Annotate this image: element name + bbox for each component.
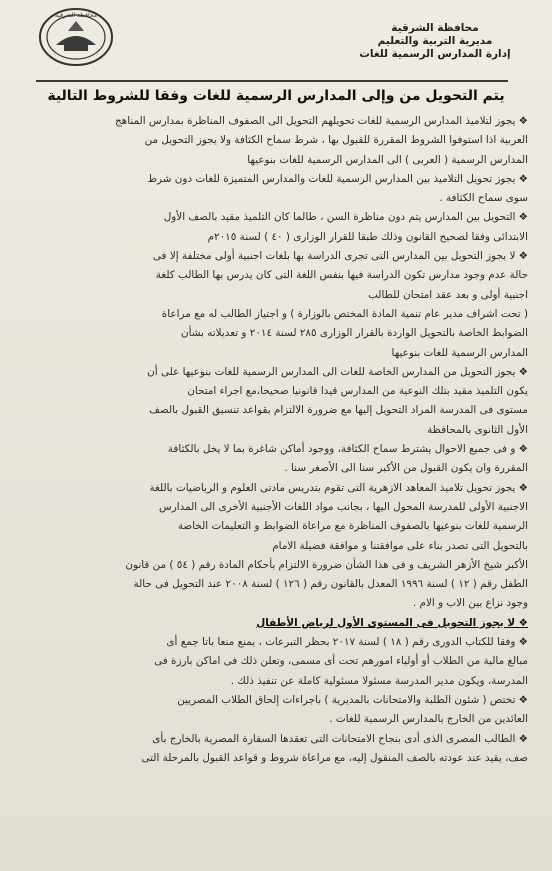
- text-line: ❖ تختص ( شئون الطلبة والامتحانات بالمديرية ) باجراءات إلحاق الطلاب المصريين: [177, 693, 528, 706]
- text-line: وجود نزاع بين الاب و الام .: [412, 597, 528, 610]
- directorate-logo: [38, 7, 114, 67]
- text-line: الأكبر شيخ الأزهر الشريف و فى هذا الشأن ضرورة الالتزام بأحكام المادة رقم ( ٥٤ ) من قانون: [125, 558, 528, 571]
- text-line: ❖ يجوز لتلاميذ المدارس الرسمية للغات تحويلهم التحويل الى الصفوف المناظرة بمدارس المناهج: [115, 115, 528, 127]
- text-line: ❖ يجوز تحويل تلاميذ المعاهد الازهرية التى تقوم بتدريس مادتى العلوم و الرياضيات باللغة: [149, 481, 528, 494]
- text-line: ❖ التحويل بين المدارس يتم دون مناظرة السن ، طالما كان التلميذ مقيد بالصف الأول: [163, 211, 528, 224]
- text-line: ( تحت اشراف مدير عام تنمية المادة المختص بالوزارة ) و اجتياز الطالب له مع مراعاة: [161, 307, 528, 320]
- text-line: العائدين من الخارج بالمدارس الرسمية للغات .: [329, 713, 528, 726]
- text-line: ❖ لا يجوز التحويل بين المدارس التى تجرى الدراسة بها بلغات اجنبية أولى مختلفة إلا فى: [152, 250, 528, 263]
- text-line: الأول الثانوى بالمحافظة: [427, 423, 528, 436]
- directorate-name: مديرية التربية والتعليم: [377, 35, 493, 47]
- page-title: يتم التحويل من وإلى المدارس الرسمية للغات وفقا للشروط التالية: [47, 88, 505, 104]
- text-line: الرسمية للغات بنوعيها بالصفوف المناظرة مع مراعاة الضوابط و التعليمات الخاصة: [177, 520, 528, 533]
- text-line: العربية اذا استوفوا الشروط المقررة للقبول بها ، شرط سماح الكثافة ولا يجوز التحويل من: [144, 134, 528, 147]
- text-line: مستوى فى المدرسة المراد التحويل إليها مع ضرورة الالتزام بقواعد تنسيق القبول بالصف: [149, 404, 528, 417]
- text-line: ❖ و فى جميع الاحوال يشترط سماح الكثافة، ووجود أماكن شاغرة بما لا يخل بالكثافة: [167, 443, 528, 456]
- text-line: ❖ لا يجوز التحويل فى المستوى الأول لرياض الأطفال: [256, 616, 528, 629]
- text-line: الطفل رقم ( ١٢ ) لسنة ١٩٩٦ المعدل بالقانون رقم ( ١٢٦ ) لسنة ٢٠٠٨ عند التحويل فى حالة: [133, 578, 528, 591]
- document-body: [14, 112, 528, 768]
- text-line: المقررة وان يكون القبول من الأكبر سنا الى الأصغر سنا .: [284, 462, 528, 475]
- text-line: الابتدائى وفقا لصحيح القانون وذلك طبقا للقرار الوزارى ( ٤٠ ) لسنة ٢٠١٥م: [207, 230, 528, 243]
- department-name: إدارة المدارس الرسمية للغات: [359, 48, 511, 60]
- text-line: بالتحويل التى تصدر بناء على موافقتنا و موافقة فضيلة الامام: [272, 539, 528, 552]
- text-line: ❖ يجوز التحويل من المدارس الخاصة للغات الى المدارس الرسمية للغات بنوعيها على أن: [147, 365, 528, 378]
- text-line: حالة عدم وجود مدارس تكون الدراسة فيها بنفس اللغة التى كان يدرس بها الطالب كلغة: [155, 269, 528, 282]
- svg-text:محافظة الشرقية: محافظة الشرقية: [55, 12, 97, 19]
- text-line: المدارس الرسمية ( العربى ) الى المدارس الرسمية للغات بنوعيها: [247, 153, 528, 166]
- text-line: ❖ الطالب المصرى الذى أدى بنجاح الامتحانات التى تعقدها السفارة المصرية بالخارج بأى: [152, 732, 528, 745]
- letterhead: [340, 22, 530, 61]
- text-line: المدارس الرسمية للغات بنوعيها: [391, 346, 528, 359]
- text-line: اجنبية أولى و بعد عقد امتحان للطالب: [368, 288, 528, 301]
- text-line: ❖ وفقا للكتاب الدورى رقم ( ١٨ ) لسنة ٢٠١٧ بحظر التبرعات ، يمنع منعا باتا جمع أى: [166, 636, 528, 649]
- text-line: ❖ يجوز تحويل التلاميذ بين المدارس الرسمية للغات والمدارس المتميزة للغات دون شرط: [147, 172, 528, 185]
- text-line: سوى سماح الكثافة .: [439, 192, 528, 205]
- text-line: الاجنبية الأولى للمدرسة المحول اليها ، بجانب مواد اللغات الأجنبية الأخرى الى المدارس: [159, 500, 528, 513]
- governorate-name: محافظة الشرقية: [391, 22, 479, 34]
- text-line: مبالغ مالية من الطلاب أو أولياء امورهم تحت أى مسمى، وتعلن ذلك فى اماكن بارزة فى: [154, 655, 528, 668]
- text-line: يكون التلميذ مقيد بتلك النوعية من المدارس قيدا قانونيا صحيحا،مع اجراء امتحان: [187, 385, 528, 398]
- title-divider: [36, 80, 508, 82]
- text-line: صف، يقيد عند عودته بالصف المنقول إليه، مع مراعاة شروط و قواعد القبول بالمرحلة التى: [141, 751, 528, 764]
- text-line: الضوابط الخاصة بالتحويل الواردة بالقرار الوزارى ٢٨٥ لسنة ٢٠١٤ و تعديلاته بشأن: [180, 327, 528, 340]
- text-line: المدرسة، ويكون مدير المدرسة مسئولا مسئولية كاملة عن تنفيذ ذلك .: [230, 674, 528, 687]
